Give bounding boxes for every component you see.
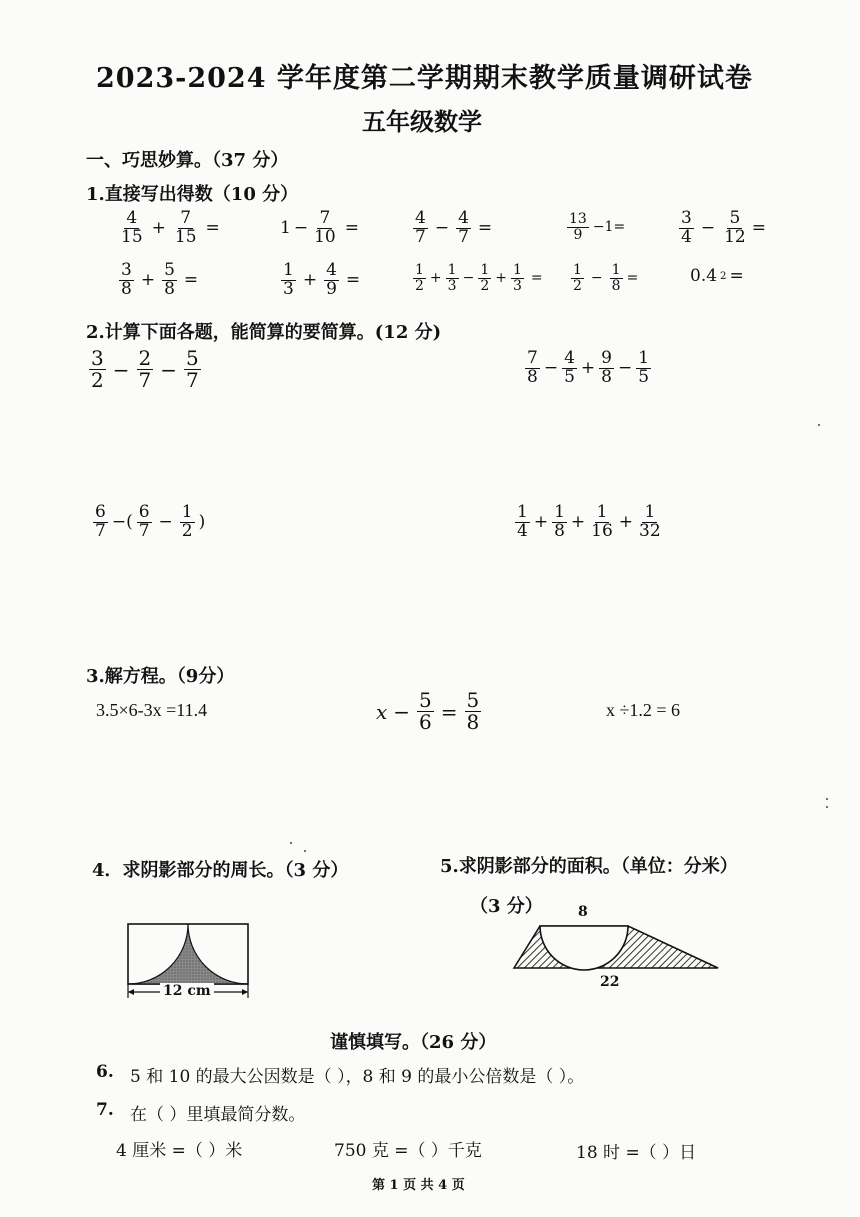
q1-item-5: $\frac{3}{4}$ − $\frac{5}{12}$ = — [681, 208, 766, 247]
q7-number: 7. — [96, 1100, 114, 1120]
q2-problem-2: $\frac{7}{8}$ − $\frac{4}{5}$ + $\frac{9}{8}$ − $\frac{1}{5}$ — [527, 348, 650, 387]
page-subtitle: 五年级数学 — [362, 107, 482, 136]
scan-speck — [826, 798, 828, 800]
question-4-heading: 4．求阴影部分的周长。（3 分） — [92, 860, 349, 881]
q6-number: 6. — [96, 1062, 114, 1082]
q1-item-6: $\frac{3}{8}$ + $\frac{5}{8}$ = — [121, 260, 199, 299]
q5-figure — [510, 918, 724, 976]
q1-item-1: $\frac{4}{15}$ + $\frac{7}{15}$ = — [121, 208, 220, 247]
scan-speck — [304, 850, 306, 852]
q7-text: 在（ ）里填最简分数。 — [130, 1105, 306, 1125]
question-5-heading: 5.求阴影部分的面积。（单位：分米） — [440, 856, 738, 877]
q1-item-10: 0.4 2 = — [690, 266, 744, 286]
equation-2: x − $\frac{5}{6}$ = $\frac{5}{8}$ — [376, 688, 480, 734]
q5-top-label: 8 — [578, 904, 588, 920]
question-2-heading: 2.计算下面各题，能简算的要简算。(12 分) — [86, 322, 442, 343]
q1-item-2: 1 − $\frac{7}{10}$ = — [280, 208, 359, 247]
page-title: 2023-2024 学年度第二学期期末教学质量调研试卷 — [96, 63, 753, 94]
q7-blank-c: 18 时 =（ ）日 — [576, 1143, 697, 1163]
q5-bottom-label: 22 — [600, 974, 620, 990]
scan-speck — [818, 424, 820, 426]
q1-item-7: $\frac{1}{3}$ + $\frac{4}{9}$ = — [283, 260, 361, 299]
q1-item-8: $\frac{1}{2}$ + $\frac{1}{3}$ − $\frac{1}{2}$ + $\frac{1}{3}$ = — [415, 262, 543, 294]
q4-dimension-label: 12 cm — [160, 983, 214, 999]
q1-item-9: $\frac{1}{2}$ − $\frac{1}{8}$ = — [573, 262, 639, 294]
q1-item-4: $\frac{13}{9}$ −1= — [569, 211, 626, 243]
q7-blank-a: 4 厘米 =（ ）米 — [116, 1141, 243, 1161]
equation-3: x ÷1.2 = 6 — [606, 700, 681, 720]
question-5-points: （3 分） — [470, 896, 543, 917]
q2-problem-3: $\frac{6}{7}$ −( $\frac{6}{7}$ − $\frac{1}{2}$ ) — [95, 502, 206, 541]
q7-blank-b: 750 克 =（ ）千克 — [334, 1141, 482, 1161]
q6-text: 5 和 10 的最大公因数是（ ），8 和 9 的最小公倍数是（ ）。 — [130, 1067, 585, 1087]
page-footer: 第 1 页 共 4 页 — [372, 1178, 465, 1193]
scan-speck — [290, 842, 292, 844]
q1-item-3: $\frac{4}{7}$ − $\frac{4}{7}$ = — [415, 208, 493, 247]
equation-1: 3.5×6-3x =11.4 — [96, 700, 208, 720]
q2-problem-1: $\frac{3}{2}$ − $\frac{2}{7}$ − $\frac{5}{7}$ — [91, 346, 199, 392]
question-1-heading: 1.直接写出得数（10 分） — [86, 184, 299, 205]
q2-problem-4: $\frac{1}{4}$ + $\frac{1}{8}$ + $\frac{1}{16}$ + $\frac{1}{32}$ — [517, 502, 661, 541]
section-1-heading: 一、巧思妙算。（37 分） — [86, 150, 289, 171]
section-2-heading: 谨慎填写。（26 分） — [330, 1032, 497, 1053]
scan-speck — [826, 806, 828, 808]
question-3-heading: 3.解方程。（9分） — [86, 666, 235, 687]
